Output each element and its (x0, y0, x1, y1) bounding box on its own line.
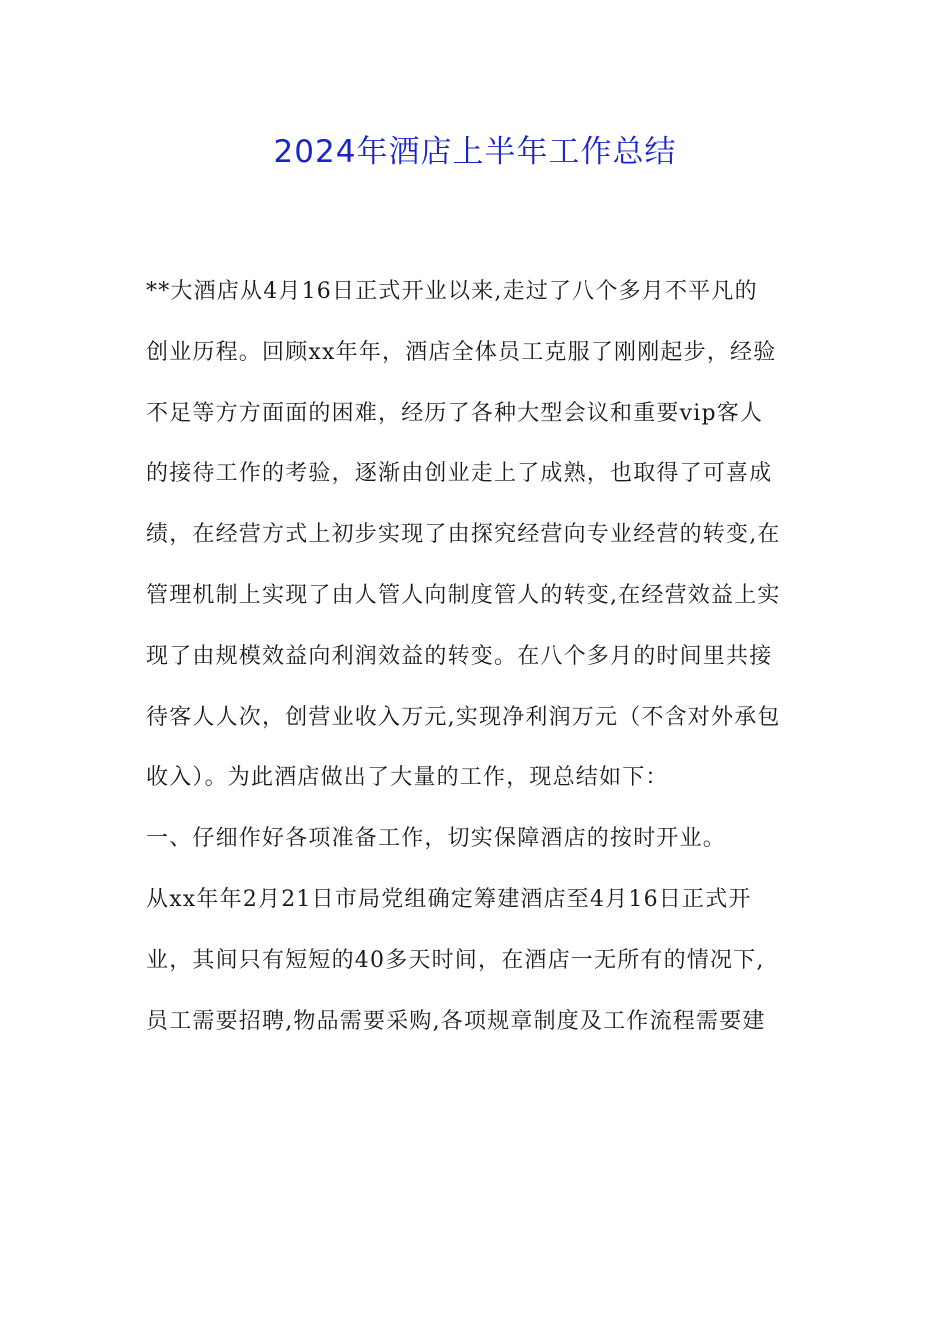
body-line: **大酒店从4月16日正式开业以来,走过了八个多月不平凡的 (146, 279, 758, 304)
body-line: 创业历程。回顾xx年年，酒店全体员工克服了刚刚起步，经验 (146, 339, 777, 365)
body-line: 从xx年年2月21日市局党组确定筹建酒店至4月16日正式开 (146, 886, 752, 912)
body-line: 不足等方方面面的困难，经历了各种大型会议和重要vip客人 (146, 400, 764, 426)
section-heading: 一、仔细作好各项准备工作，切实保障酒店的按时开业。 (146, 826, 727, 852)
body-line: 收入）。为此酒店做出了大量的工作，现总结如下： (146, 765, 669, 791)
body-line: 绩，在经营方式上初步实现了由探究经营向专业经营的转变,在 (146, 522, 781, 548)
body-line: 管理机制上实现了由人管人向制度管人的转变,在经营效益上实 (146, 582, 781, 608)
body-line: 的接待工作的考验，逐渐由创业走上了成熟，也取得了可喜成 (146, 461, 773, 487)
document-body (146, 262, 808, 1052)
body-line: 员工需要招聘,物品需要采购,各项规章制度及工作流程需要建 (146, 1008, 766, 1034)
body-line: 待客人人次，创营业收入万元,实现净利润万元（不含对外承包 (146, 704, 781, 730)
body-line: 业，其间只有短短的40多天时间，在酒店一无所有的情况下, (146, 947, 765, 973)
body-line: 现了由规模效益向利润效益的转变。在八个多月的时间里共接 (146, 643, 773, 669)
document-title: 2024年酒店上半年工作总结 (273, 134, 677, 170)
